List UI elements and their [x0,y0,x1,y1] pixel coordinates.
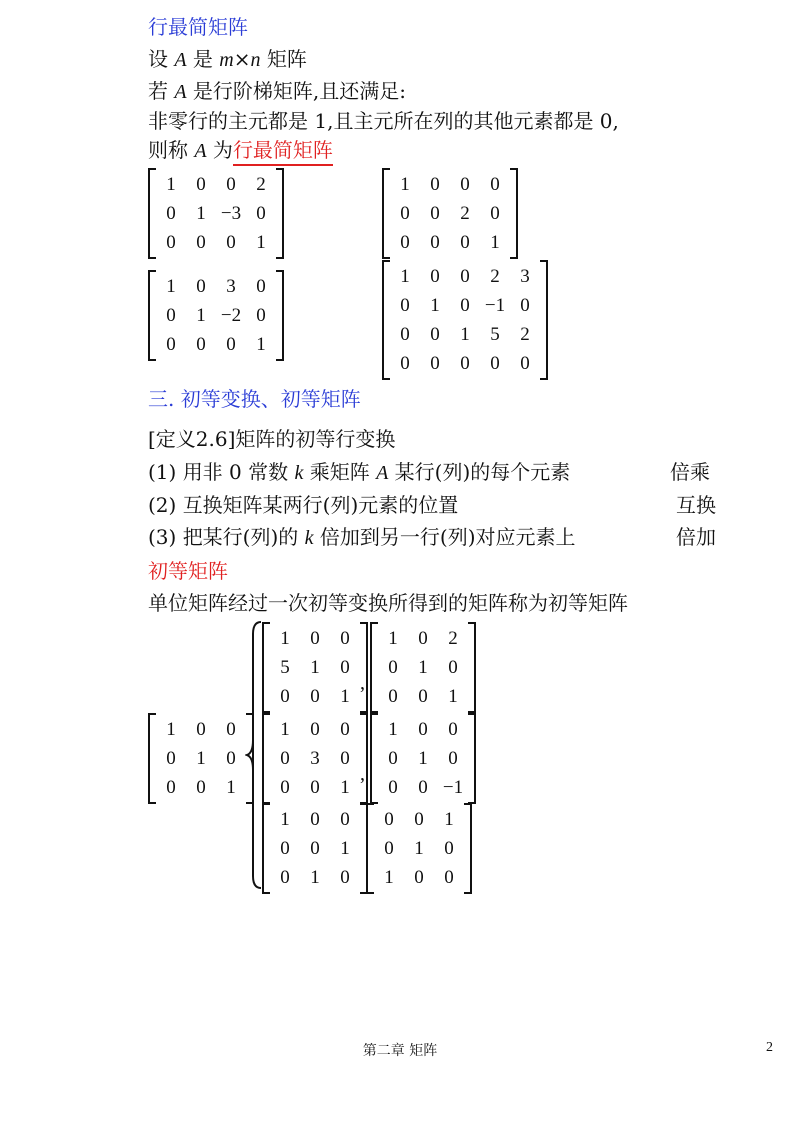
matrix-table [390,170,510,257]
matrix-cell: 3 [520,265,530,287]
matrix-cell: 0 [460,352,470,374]
matrix-cell: 0 [340,866,350,888]
matrix-row [390,291,540,320]
matrix-row [270,682,360,711]
example-matrix-4 [382,260,548,380]
matrix-cell: 2 [520,323,530,345]
matrix-cell: 0 [340,718,350,740]
matrix-cell: −1 [442,776,464,798]
matrix-cell: 3 [226,275,236,297]
matrix-cell: 1 [310,656,320,678]
matrix-cell: 0 [444,866,454,888]
identity-matrix [148,713,254,804]
matrix-row [378,653,468,682]
matrix-cell: −2 [220,304,242,326]
matrix-cell: 0 [196,231,206,253]
matrix-cell: 1 [430,294,440,316]
elementary-matrix-definition: 单位矩阵经过一次初等变换所得到的矩阵称为初等矩阵 [148,591,628,615]
matrix-cell: 1 [226,776,236,798]
matrix-cell: 0 [196,275,206,297]
matrix-cell: 1 [256,333,266,355]
operation-1-name: 倍乘 [670,460,710,484]
matrix-cell: 1 [400,173,410,195]
matrix-row [374,834,464,863]
matrix-row [156,199,276,228]
matrix-row [270,715,360,744]
elementary-matrix-2a [262,713,368,804]
matrix-cell: 1 [340,837,350,859]
matrix-cell: 0 [196,333,206,355]
matrix-cell: 5 [280,656,290,678]
matrix-cell: 1 [256,231,266,253]
operation-2: (2) 互换矩阵某两行(列)元素的位置 [148,493,459,517]
matrix-cell: −3 [220,202,242,224]
matrix-cell: 0 [384,837,394,859]
matrix-cell: 0 [400,294,410,316]
matrix-cell: 0 [280,747,290,769]
matrix-row [378,682,468,711]
matrix-cell: 0 [414,866,424,888]
matrix-cell: 0 [280,866,290,888]
matrix-row [156,773,246,802]
matrix-cell: 0 [226,718,236,740]
matrix-table [270,715,360,802]
matrix-cell: 0 [418,685,428,707]
matrix-cell: 0 [460,173,470,195]
matrix-row [270,863,360,892]
matrix-cell: 0 [226,231,236,253]
elementary-matrix-3a [262,803,368,894]
operation-2-name: 互换 [676,493,716,517]
matrix-cell: 0 [448,718,458,740]
matrix-cell: 0 [166,333,176,355]
line-pivot-condition: 非零行的主元都是 1,且主元所在列的其他元素都是 0, [148,109,619,133]
matrix-cell: 5 [490,323,500,345]
elementary-matrix-1b [370,622,476,713]
matrix-cell: 0 [256,304,266,326]
matrix-cell: 1 [340,685,350,707]
definition-2-6: [定义2.6]矩阵的初等行变换 [148,427,396,451]
matrix-cell: 1 [280,808,290,830]
matrix-cell: 0 [414,808,424,830]
matrix-row [378,773,468,802]
matrix-table [156,272,276,359]
matrix-cell: 0 [388,656,398,678]
matrix-cell: 1 [310,866,320,888]
matrix-cell: 1 [460,323,470,345]
matrix-row [378,624,468,653]
page-number: 2 [766,1040,773,1055]
matrix-row [156,301,276,330]
matrix-cell: 0 [460,294,470,316]
matrix-cell: 0 [448,656,458,678]
matrix-cell: 1 [418,656,428,678]
matrix-row [270,805,360,834]
matrix-row [156,272,276,301]
matrix-row [374,805,464,834]
matrix-row [378,715,468,744]
matrix-cell: 0 [310,627,320,649]
matrix-cell: 0 [310,808,320,830]
matrix-cell: 3 [310,747,320,769]
matrix-cell: 0 [418,627,428,649]
matrix-table [390,262,540,378]
matrix-row [270,773,360,802]
matrix-cell: 1 [196,304,206,326]
comma-2: , [360,763,365,785]
matrix-table [270,624,360,711]
matrix-cell: 0 [256,202,266,224]
matrix-cell: 0 [490,173,500,195]
matrix-row [270,834,360,863]
line-if-echelon: 若 A 是行阶梯矩阵,且还满足: [148,79,407,103]
matrix-row [270,624,360,653]
line-called: 则称 A 为行最简矩阵 [148,137,333,164]
matrix-cell: 0 [226,747,236,769]
matrix-row [156,330,276,359]
matrix-table [156,170,276,257]
elementary-matrix-3b [366,803,472,894]
matrix-cell: 0 [430,202,440,224]
matrix-row [156,170,276,199]
matrix-cell: 0 [460,265,470,287]
matrix-cell: 1 [166,718,176,740]
matrix-cell: 0 [418,776,428,798]
matrix-row [374,863,464,892]
term-row-reduced: 行最简矩阵 [233,138,333,166]
matrix-cell: 0 [418,718,428,740]
operation-1: (1) 用非 0 常数 k 乘矩阵 A 某行(列)的每个元素 [148,460,571,484]
matrix-cell: 0 [166,304,176,326]
matrix-cell: 0 [340,656,350,678]
matrix-cell: 0 [340,627,350,649]
matrix-cell: 1 [196,202,206,224]
matrix-cell: 1 [388,627,398,649]
example-matrix-3 [148,270,284,361]
matrix-row [390,170,510,199]
matrix-cell: 0 [226,173,236,195]
matrix-cell: 2 [256,173,266,195]
matrix-cell: 0 [196,718,206,740]
example-matrix-2 [382,168,518,259]
matrix-cell: 0 [310,685,320,707]
matrix-cell: 0 [388,776,398,798]
matrix-cell: 0 [166,231,176,253]
matrix-cell: 1 [280,627,290,649]
matrix-table [378,624,468,711]
matrix-row [378,744,468,773]
matrix-row [156,744,246,773]
matrix-table [378,715,468,802]
matrix-cell: 1 [280,718,290,740]
matrix-cell: 0 [340,808,350,830]
matrix-row [156,715,246,744]
matrix-cell: 0 [430,323,440,345]
matrix-cell: 0 [166,202,176,224]
matrix-cell: 0 [280,776,290,798]
matrix-cell: 1 [444,808,454,830]
matrix-cell: 0 [310,776,320,798]
matrix-cell: 0 [256,275,266,297]
matrix-cell: 1 [384,866,394,888]
chapter-footer: 第二章 矩阵 [362,1043,438,1059]
matrix-cell: 1 [340,776,350,798]
matrix-row [390,199,510,228]
matrix-cell: 1 [196,747,206,769]
matrix-cell: 0 [400,202,410,224]
matrix-cell: 0 [310,718,320,740]
matrix-cell: 0 [196,776,206,798]
matrix-cell: 0 [400,352,410,374]
matrix-cell: 0 [430,265,440,287]
matrix-cell: 1 [166,173,176,195]
matrix-cell: 0 [310,837,320,859]
matrix-cell: 0 [430,173,440,195]
matrix-cell: 1 [388,718,398,740]
matrix-cell: 1 [414,837,424,859]
matrix-cell: 0 [166,747,176,769]
matrix-cell: 0 [430,231,440,253]
matrix-cell: 0 [400,323,410,345]
matrix-cell: 0 [280,685,290,707]
matrix-cell: 2 [490,265,500,287]
matrix-row [390,262,540,291]
elementary-matrix-2b [370,713,476,804]
matrix-cell: 2 [448,627,458,649]
heading-row-reduced: 行最简矩阵 [148,15,248,39]
line-let-A: 设 A 是 m×n 矩阵 [148,47,307,71]
matrix-cell: 0 [340,747,350,769]
matrix-cell: 0 [444,837,454,859]
matrix-cell: 0 [430,352,440,374]
matrix-cell: −1 [484,294,506,316]
matrix-table [270,805,360,892]
matrix-cell: 0 [226,333,236,355]
comma-1: , [360,672,365,694]
matrix-table [156,715,246,802]
matrix-cell: 0 [166,776,176,798]
matrix-cell: 1 [490,231,500,253]
matrix-cell: 0 [460,231,470,253]
heading-elementary-matrix: 初等矩阵 [148,559,228,583]
heading-elementary-transform: 三. 初等变换、初等矩阵 [148,387,361,411]
matrix-row [270,744,360,773]
matrix-cell: 0 [280,837,290,859]
elementary-matrix-1a [262,622,368,713]
matrix-table [374,805,464,892]
example-matrix-1 [148,168,284,259]
matrix-cell: 0 [490,352,500,374]
matrix-cell: 1 [400,265,410,287]
matrix-row [270,653,360,682]
matrix-cell: 0 [400,231,410,253]
matrix-cell: 0 [388,685,398,707]
matrix-cell: 1 [166,275,176,297]
matrix-cell: 0 [520,352,530,374]
matrix-cell: 0 [490,202,500,224]
matrix-cell: 0 [388,747,398,769]
matrix-cell: 0 [384,808,394,830]
matrix-cell: 0 [196,173,206,195]
operation-3-name: 倍加 [676,525,716,549]
matrix-cell: 0 [520,294,530,316]
matrix-cell: 1 [418,747,428,769]
matrix-row [390,320,540,349]
matrix-cell: 2 [460,202,470,224]
matrix-cell: 0 [448,747,458,769]
matrix-cell: 1 [448,685,458,707]
matrix-row [156,228,276,257]
matrix-row [390,228,510,257]
operation-3: (3) 把某行(列)的 k 倍加到另一行(列)对应元素上 [148,525,576,549]
matrix-row [390,349,540,378]
